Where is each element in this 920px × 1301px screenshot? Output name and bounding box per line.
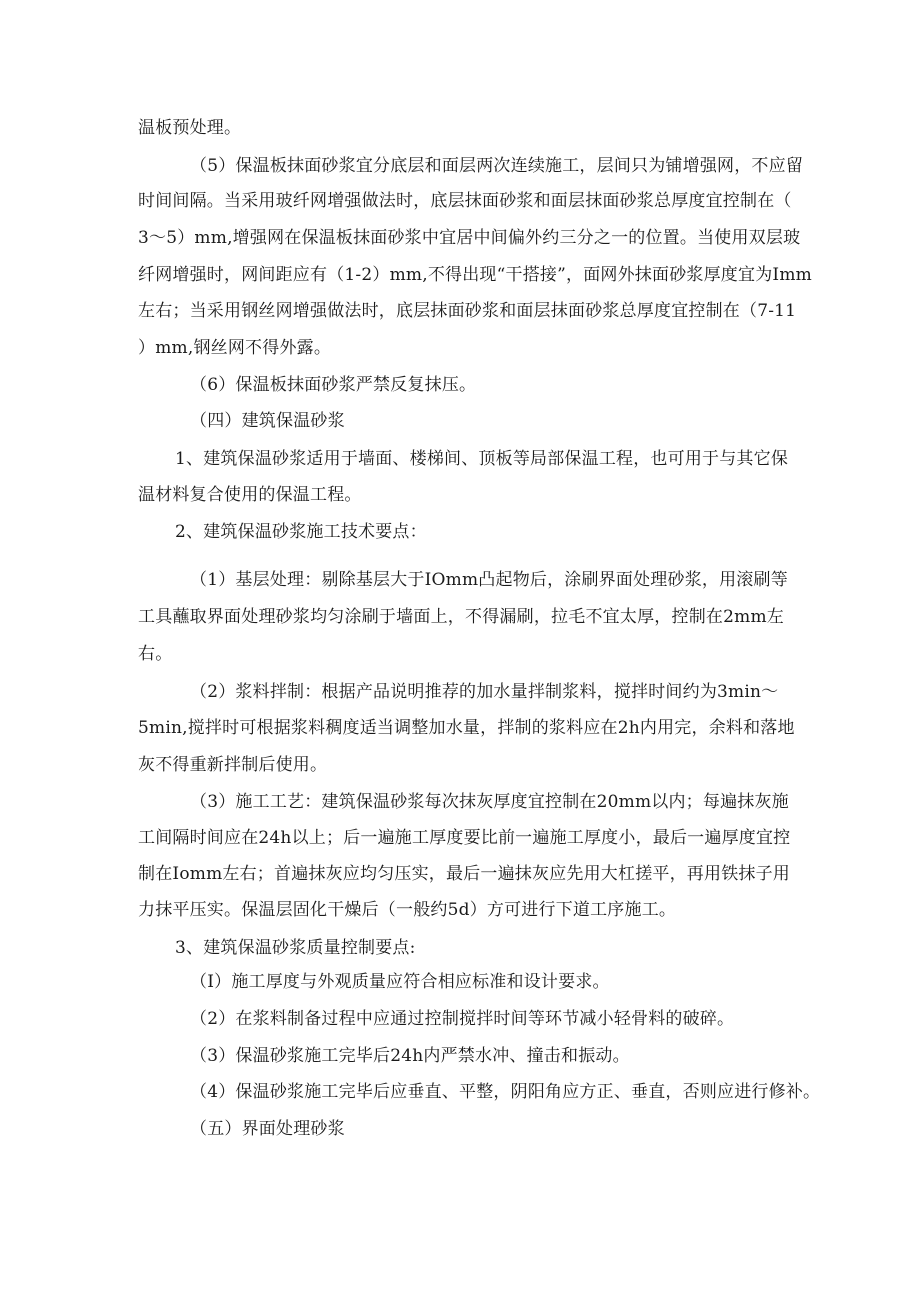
text-line: （6）保温板抹面砂浆严禁反复抹压。 [190, 375, 477, 395]
text-line: 工间隔时间应在24h以上；后一遍施工厚度要比前一遍施工厚度小，最后一遍厚度宜控 [138, 828, 791, 848]
text-line: 1、建筑保温砂浆适用于墙面、楼梯间、顶板等局部保温工程，也可用于与其它保 [175, 449, 789, 469]
section-heading: （五）界面处理砂浆 [190, 1119, 345, 1139]
text-line: 右。 [138, 644, 173, 664]
text-line: （2）在浆料制备过程中应通过控制搅拌时间等环节减小轻骨料的破碎。 [190, 1009, 735, 1029]
text-line: 工具蘸取界面处理砂浆均匀涂刷于墙面上，不得漏刷，拉毛不宜太厚，控制在2mm左 [138, 607, 784, 627]
subheading: 3、建筑保温砂浆质量控制要点: [175, 938, 416, 958]
text-line: 温材料复合使用的保温工程。 [138, 485, 362, 505]
text-line: 3～5）mm,增强网在保温板抹面砂浆中宜居中间偏外约三分之一的位置。当使用双层玻 [138, 228, 801, 248]
text-line: ）mm,钢丝网不得外露。 [138, 338, 332, 358]
text-line: 力抹平压实。保温层固化干燥后（一般约5d）方可进行下道工序施工。 [138, 900, 677, 920]
text-line: （3）施工工艺：建筑保温砂浆每次抹灰厚度宜控制在20mm以内；每遍抹灰施 [190, 792, 789, 812]
text-line: 制在Iomm左右；首遍抹灰应均匀压实，最后一遍抹灰应先用大杠搓平，再用铁抹子用 [138, 864, 790, 884]
text-line: 时间间隔。当采用玻纤网增强做法时，底层抹面砂浆和面层抹面砂浆总厚度宜控制在（ [138, 191, 792, 211]
text-line: 灰不得重新拌制后使用。 [138, 755, 328, 775]
subheading: 2、建筑保温砂浆施工技术要点： [175, 522, 427, 542]
text-line: （1）基层处理：剔除基层大于IOmm凸起物后，涂刷界面处理砂浆，用滚刷等 [190, 570, 788, 590]
text-line: 温板预处理。 [138, 118, 242, 138]
text-line: （4）保温砂浆施工完毕后应垂直、平整，阴阳角应方正、垂直，否则应进行修补。 [190, 1082, 821, 1102]
text-line: （2）浆料拌制：根据产品说明推荐的加水量拌制浆料，搅拌时间约为3min～ [190, 682, 779, 702]
text-line: （5）保温板抹面砂浆宜分底层和面层两次连续施工，层间只为铺增强网，不应留 [190, 156, 804, 176]
section-heading: （四）建筑保温砂浆 [190, 411, 345, 431]
text-line: 纤网增强时，网间距应有（1-2）mm,不得出现“干搭接”，面网外抹面砂浆厚度宜为Imm [138, 265, 812, 285]
text-line: （3）保温砂浆施工完毕后24h内严禁水冲、撞击和振动。 [190, 1046, 630, 1066]
text-line: 左右；当采用钢丝网增强做法时，底层抹面砂浆和面层抹面砂浆总厚度宜控制在（7-11 [138, 301, 797, 321]
text-line: 5min,搅拌时可根据浆料稠度适当调整加水量，拌制的浆料应在2h内用完，余料和落地 [138, 718, 795, 738]
text-line: （I）施工厚度与外观质量应符合相应标准和设计要求。 [190, 972, 610, 992]
